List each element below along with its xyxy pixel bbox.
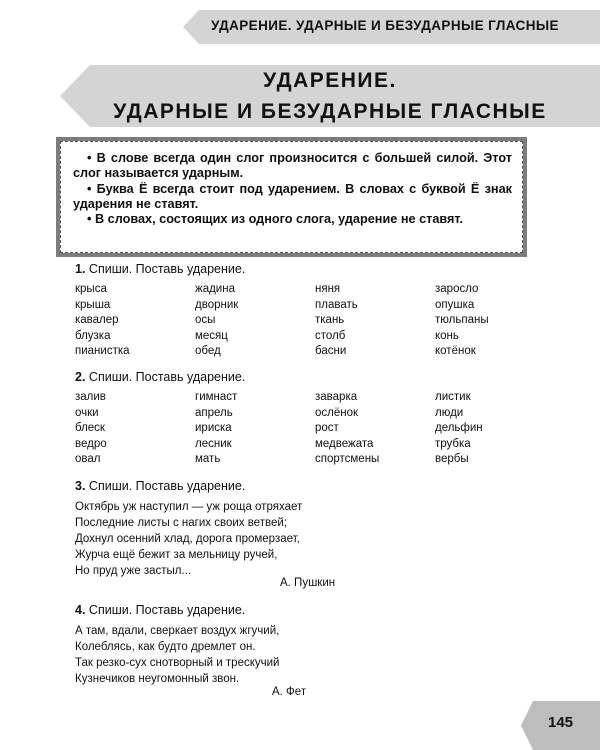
page-title-line-2: УДАРНЫЕ И БЕЗУДАРНЫЕ ГЛАСНЫЕ xyxy=(113,100,547,123)
exercise-1-task: Спиши. Поставь ударение. xyxy=(88,262,246,276)
word: котёнок xyxy=(435,345,476,357)
page-number: 145 xyxy=(548,714,574,731)
word: гимнаст xyxy=(195,391,238,403)
word: лесник xyxy=(195,437,232,450)
word: ослёнок xyxy=(315,406,359,419)
word: листик xyxy=(435,391,471,403)
exercise-1-column-1 xyxy=(75,282,130,360)
rule-item: • В слове всегда один слог произносится с большей силой. Этот слог называется ударным. xyxy=(73,151,512,182)
exercise-2-task: Спиши. Поставь ударение. xyxy=(88,370,246,384)
word: тюльпаны xyxy=(435,314,489,326)
exercise-2-column-3 xyxy=(315,390,379,468)
exercise-3-title xyxy=(75,479,245,493)
word: крыша xyxy=(75,298,111,311)
exercise-4-number: 4. xyxy=(75,603,86,617)
word: ткань xyxy=(315,314,345,326)
word: дельфин xyxy=(435,422,483,434)
exercise-1-column-2 xyxy=(195,282,238,360)
word: очки xyxy=(75,406,99,419)
word: залив xyxy=(75,391,106,403)
word: месяц xyxy=(195,329,228,342)
exercise-2-column-4 xyxy=(435,390,483,468)
word: столб xyxy=(315,329,346,342)
page-title-line-1: УДАРЕНИЕ. xyxy=(263,69,397,92)
poem-line: Так резко-сух снотворный и трескучий xyxy=(75,657,280,669)
word: пианистка xyxy=(75,345,130,357)
exercise-3-task: Спиши. Поставь ударение. xyxy=(88,479,246,493)
word: няня xyxy=(315,283,341,295)
running-header-title: УДАРЕНИЕ. УДАРНЫЕ И БЕЗУДАРНЫЕ ГЛАСНЫЕ xyxy=(211,18,559,33)
exercise-4-poem xyxy=(75,623,279,687)
exercise-1-column-3 xyxy=(315,282,358,360)
word: овал xyxy=(75,453,101,465)
poem-line: А там, вдали, сверкает воздух жгучий, xyxy=(75,625,280,637)
word: люди xyxy=(435,406,464,419)
word: басни xyxy=(315,345,347,357)
word: обед xyxy=(195,345,221,357)
exercise-2-title xyxy=(75,370,245,384)
exercise-3-number: 3. xyxy=(75,479,86,493)
word: опушка xyxy=(435,298,475,311)
word: ириска xyxy=(195,422,232,434)
poem-line: Колеблясь, как будто дремлет он. xyxy=(75,641,256,653)
word: жадина xyxy=(195,283,235,295)
word: ведро xyxy=(75,437,107,450)
rules-box xyxy=(56,137,527,257)
word: крыса xyxy=(75,283,107,295)
word: плавать xyxy=(315,298,358,311)
exercise-4-title xyxy=(75,603,245,617)
rule-item: • Буква Ё всегда стоит под ударением. В словах с буквой Ё знак ударения не ставят. xyxy=(73,182,512,213)
word: осы xyxy=(195,314,216,326)
word: блеск xyxy=(75,422,105,434)
word: вербы xyxy=(435,453,469,465)
poem-line: Октябрь уж наступил — уж роща отряхает xyxy=(75,501,303,513)
word: заварка xyxy=(315,391,358,403)
exercise-3-author: А. Пушкин xyxy=(280,577,336,589)
word: блузка xyxy=(75,329,111,342)
exercise-1-column-4 xyxy=(435,282,489,360)
word: медвежата xyxy=(315,437,374,450)
exercise-4-task: Спиши. Поставь ударение. xyxy=(88,603,246,617)
poem-line: Последние листы с нагих своих ветвей; xyxy=(75,517,287,529)
exercise-3-poem xyxy=(75,499,302,579)
exercise-2-column-1 xyxy=(75,390,107,468)
word: дворник xyxy=(195,298,239,311)
word: трубка xyxy=(435,437,471,450)
poem-line: Журча ещё бежит за мельницу ручей, xyxy=(75,549,278,561)
word: апрель xyxy=(195,406,233,419)
page-title xyxy=(60,65,600,127)
word: рост xyxy=(315,422,339,434)
poem-line: Кузнечиков неугомонный звон. xyxy=(75,673,240,685)
poem-line: Дохнул осенний хлад, дорога промерзает, xyxy=(75,533,300,545)
poem-line: Но пруд уже застыл... xyxy=(75,565,192,577)
rules-box-inner xyxy=(60,141,523,253)
rule-item: • В словах, состоящих из одного слога, ударение не ставят. xyxy=(73,212,512,227)
exercise-1-number: 1. xyxy=(75,262,86,276)
word: мать xyxy=(195,453,221,465)
exercise-2-number: 2. xyxy=(75,370,86,384)
exercise-1-title xyxy=(75,262,245,276)
word: кавалер xyxy=(75,314,119,326)
exercise-2-column-2 xyxy=(195,390,237,468)
word: конь xyxy=(435,329,459,342)
word: спортсмены xyxy=(315,453,380,465)
exercise-4-author: А. Фет xyxy=(272,686,307,698)
word: заросло xyxy=(435,283,479,295)
